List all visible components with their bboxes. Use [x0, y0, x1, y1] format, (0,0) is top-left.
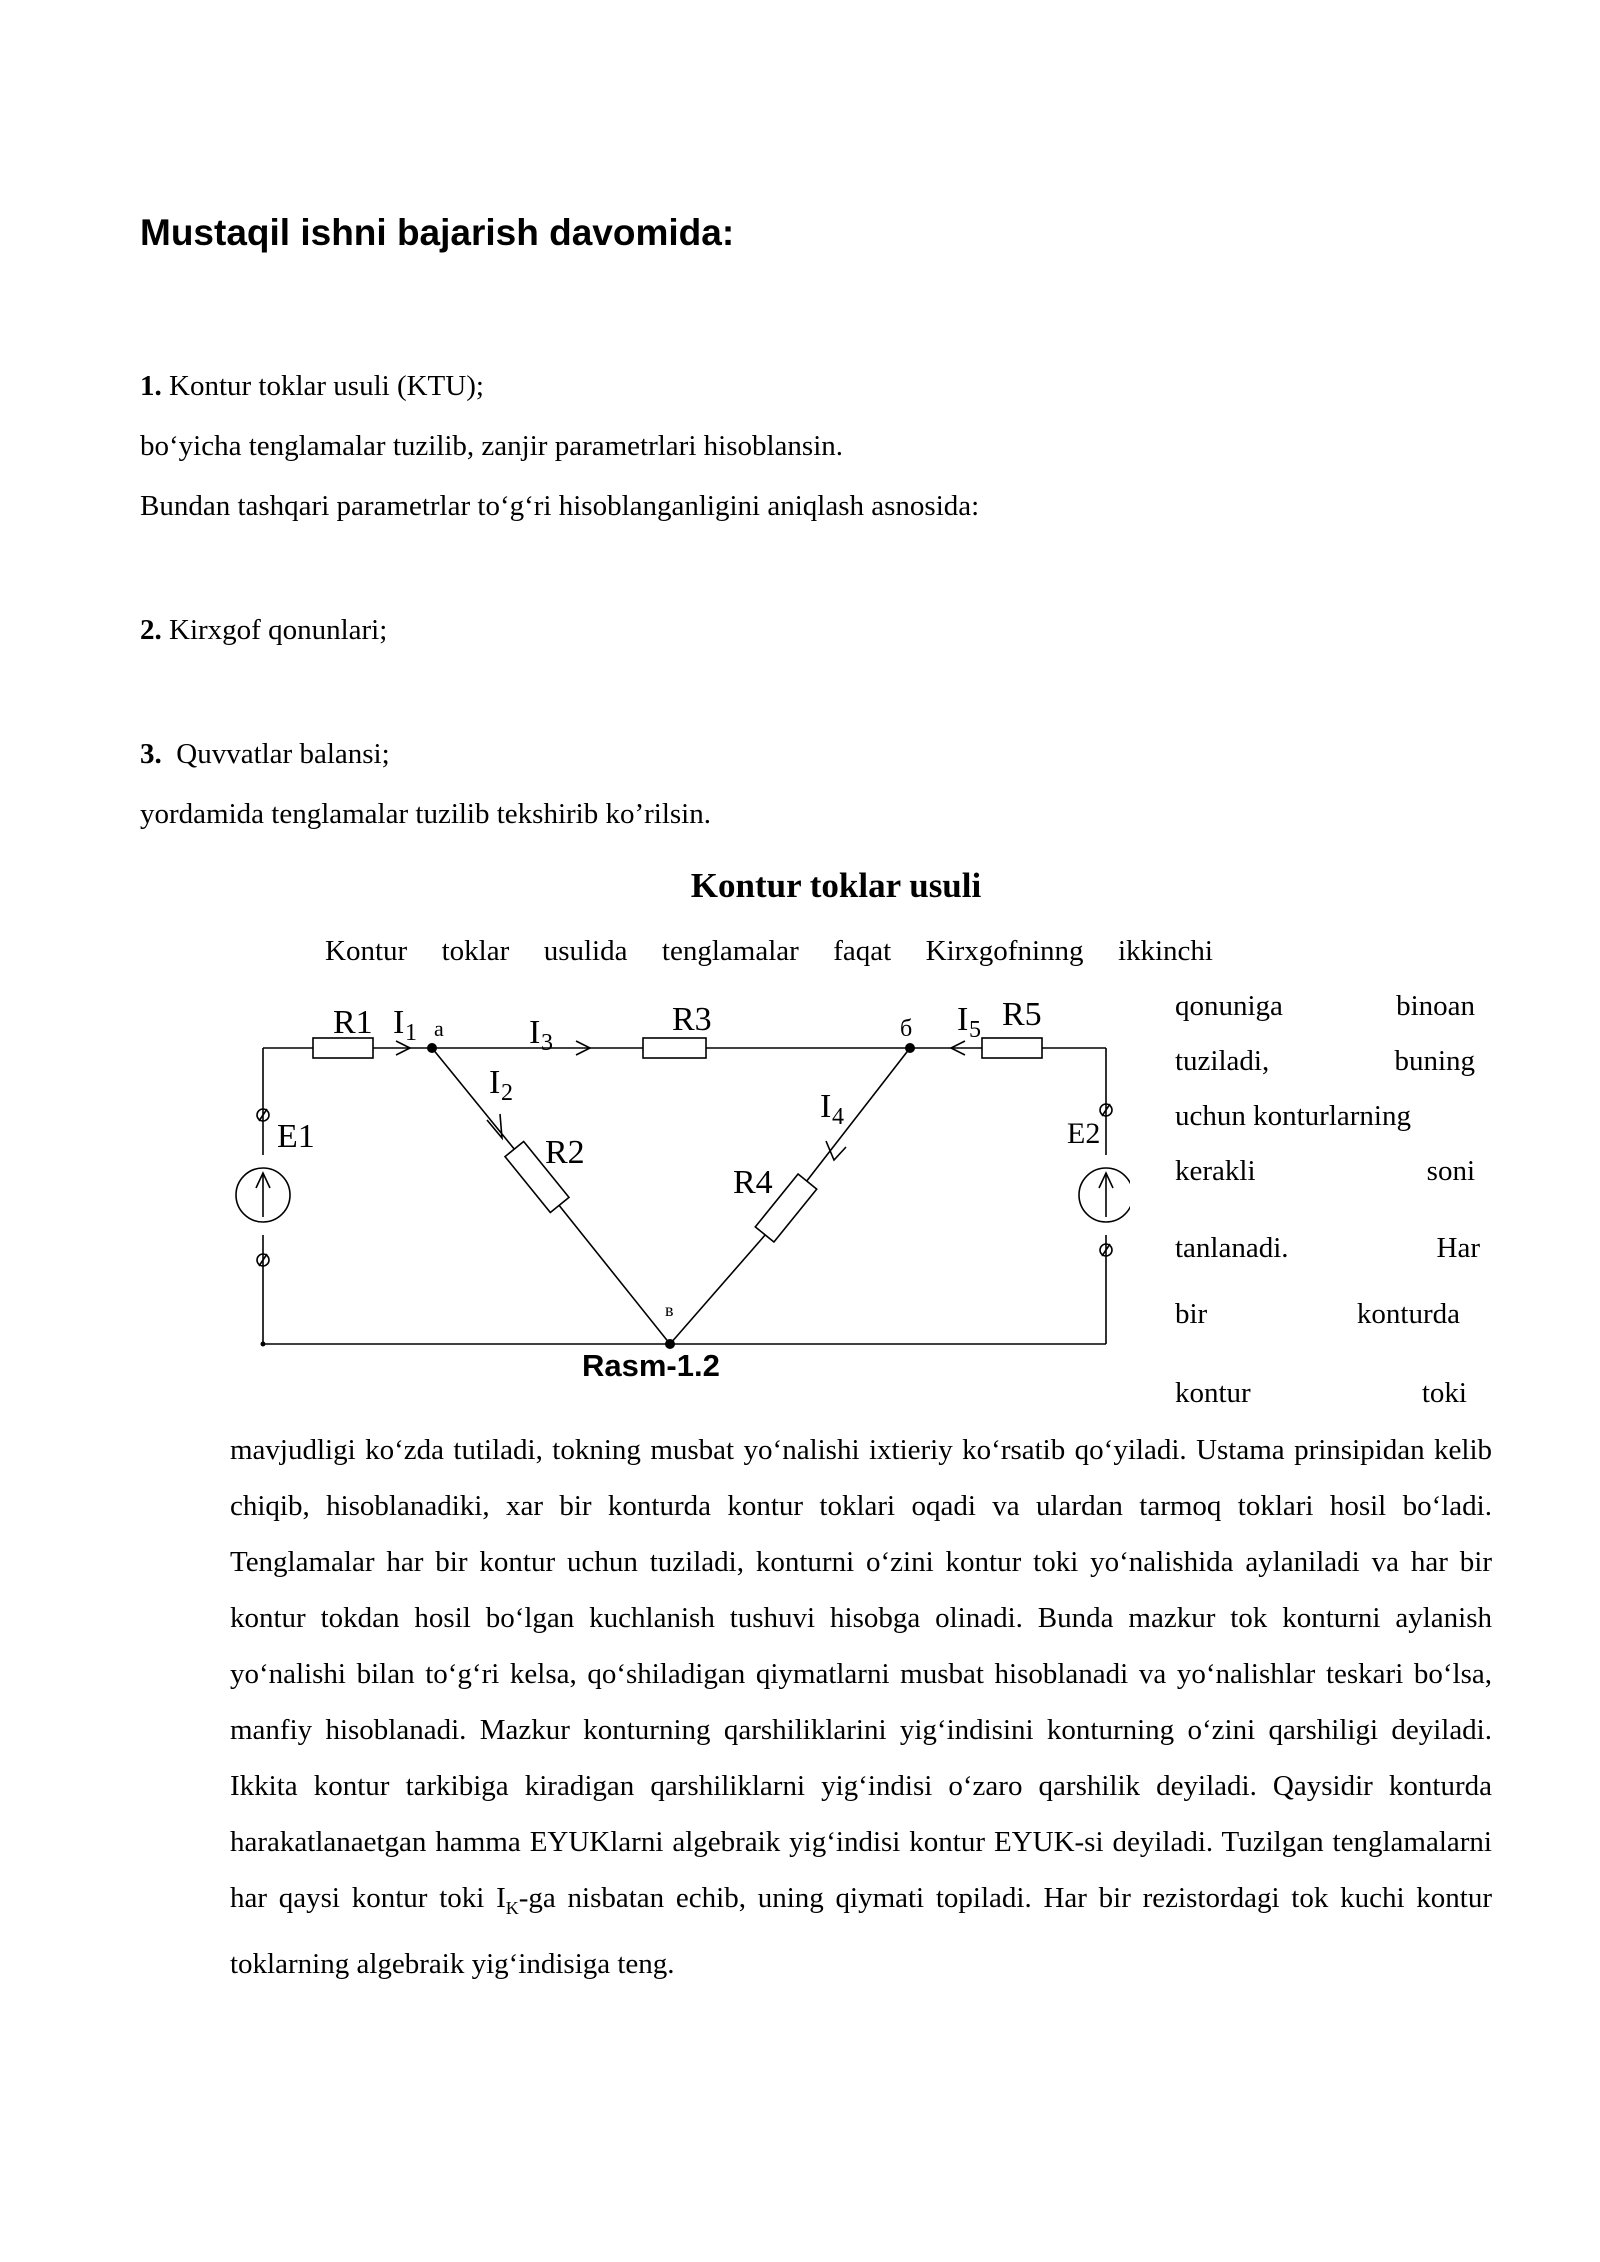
- node-6: [905, 1043, 915, 1053]
- label-i4-sub: 4: [832, 1104, 844, 1130]
- text-line: Bundan tashqari parametrlar to‘g‘ri hisoblanganligini aniqlash asnosida:: [140, 490, 980, 522]
- label-i2: I: [489, 1064, 501, 1101]
- side-word: bir: [1175, 1298, 1208, 1330]
- resistor-r5: [982, 1038, 1042, 1058]
- label-r4: R4: [733, 1164, 773, 1201]
- label-r3: R3: [672, 1001, 712, 1038]
- side-word: soni: [1426, 1155, 1475, 1187]
- label-node-6: б: [900, 1016, 913, 1042]
- list-item-2: [140, 614, 387, 647]
- section-title: Kontur toklar usuli: [690, 866, 982, 905]
- side-word: uchun konturlarning: [1175, 1100, 1411, 1132]
- side-text-line: [1175, 1100, 1475, 1133]
- label-e2: E2: [1067, 1117, 1101, 1150]
- label-i3-sub: 3: [541, 1030, 553, 1056]
- label-i4: I: [820, 1088, 832, 1125]
- list-item-1-number: 1.: [140, 370, 162, 402]
- circuit-diagram: [230, 980, 1130, 1350]
- resistor-r1: [313, 1038, 373, 1058]
- side-word: tanlanadi.: [1175, 1232, 1289, 1264]
- list-item-3: [140, 738, 390, 771]
- side-word: kontur: [1175, 1377, 1251, 1409]
- paragraph-text: mavjudligi ko‘zda tutiladi, tokning musbat yo‘nalishi ixtieriy ko‘rsatib qo‘yiladi. Ustama prinsipidan kelib chiqib, hisoblanadiki, xar bir konturda kontur toklari oqadi va ulardan tarmoq toklari hosil bo‘ladi. Tenglamalar har bir kontur uchun tuziladi, konturni o‘zini kontur toki yo‘nalishida aylaniladi va har bir kontur tokdan hosil bo‘lgan kuchlanish tushuvi hisobga olinadi. Bunda mazkur tok konturni aylanish yo‘nalishi bilan to‘g‘ri kelsa, qo‘shiladigan qiymatlarni musbat hisoblanadi va yo‘nalishlar teskari bo‘lsa, manfiy hisoblanadi. Mazkur konturning qarshiliklarini yig‘indisini konturning o‘zini qarshiligi deyiladi. Ikkita kontur tarkibiga kiradigan qarshiliklarni yig‘indisi o‘zaro qarshilik deyiladi. Qaysidir konturda harakatlanaetgan hamma EYUKlarni algebraik yig‘indisi kontur EYUK-si deyiladi. Tuzilgan tenglamalarni har qaysi kontur toki I: [230, 1434, 1492, 1914]
- label-e1: E1: [277, 1118, 315, 1155]
- label-i5-sub: 5: [969, 1017, 981, 1043]
- label-r1: R1: [333, 1004, 373, 1041]
- paragraph-subscript: K: [505, 1897, 519, 1918]
- side-word: Har: [1436, 1232, 1480, 1264]
- list-item-3-text: Quvvatlar balansi;: [161, 738, 390, 770]
- side-text-line: [1175, 1232, 1480, 1265]
- list-item-2-text: Kirxgof qonunlari;: [161, 614, 388, 646]
- side-text-line: [1175, 990, 1475, 1023]
- label-i1: I: [393, 1004, 405, 1041]
- text-line: yordamida tenglamalar tuzilib tekshirib ko’rilsin.: [140, 798, 711, 830]
- page-heading: Mustaqil ishni bajarish davomida:: [140, 212, 735, 253]
- label-i2-sub: 2: [501, 1080, 513, 1106]
- label-i1-sub: 1: [405, 1020, 417, 1046]
- list-item-1: [140, 370, 484, 403]
- side-word: kerakli: [1175, 1155, 1256, 1187]
- label-node-a: a: [434, 1016, 444, 1041]
- label-r2: R2: [545, 1134, 585, 1171]
- intro-line: Kontur toklar usulida tenglamalar faqat Kirxgofninng ikkinchi: [325, 935, 1213, 967]
- side-text-line: [1175, 1298, 1460, 1331]
- side-text-line: [1175, 1045, 1475, 1078]
- body-paragraph: [230, 1422, 1492, 1992]
- side-text-line: [1175, 1377, 1467, 1410]
- side-word: buning: [1394, 1045, 1475, 1077]
- label-node-b: в: [665, 1300, 674, 1320]
- text-line: bo‘yicha tenglamalar tuzilib, zanjir parametrlari hisoblansin.: [140, 430, 843, 462]
- side-word: toki: [1421, 1377, 1467, 1409]
- figure-caption: Rasm-1.2: [582, 1348, 720, 1383]
- side-word: konturda: [1356, 1298, 1460, 1330]
- paragraph-text-end: -ga nisbatan echib, uning qiymati topiladi. Har bir rezistordagi tok kuchi kontur toklarning algebraik yig‘indisiga teng.: [230, 1882, 1492, 1980]
- side-word: binoan: [1396, 990, 1475, 1022]
- node-a: [427, 1043, 437, 1053]
- resistor-r3: [643, 1038, 706, 1058]
- side-word: qonuniga: [1175, 990, 1283, 1022]
- list-item-3-number: 3.: [140, 738, 162, 770]
- side-word: tuziladi,: [1175, 1045, 1270, 1077]
- list-item-1-text: Kontur toklar usuli (KTU);: [161, 370, 484, 402]
- label-i3: I: [529, 1014, 541, 1051]
- list-item-2-number: 2.: [140, 614, 162, 646]
- label-i5: I: [957, 1001, 969, 1038]
- side-text-line: [1175, 1155, 1475, 1188]
- label-r5: R5: [1002, 996, 1042, 1033]
